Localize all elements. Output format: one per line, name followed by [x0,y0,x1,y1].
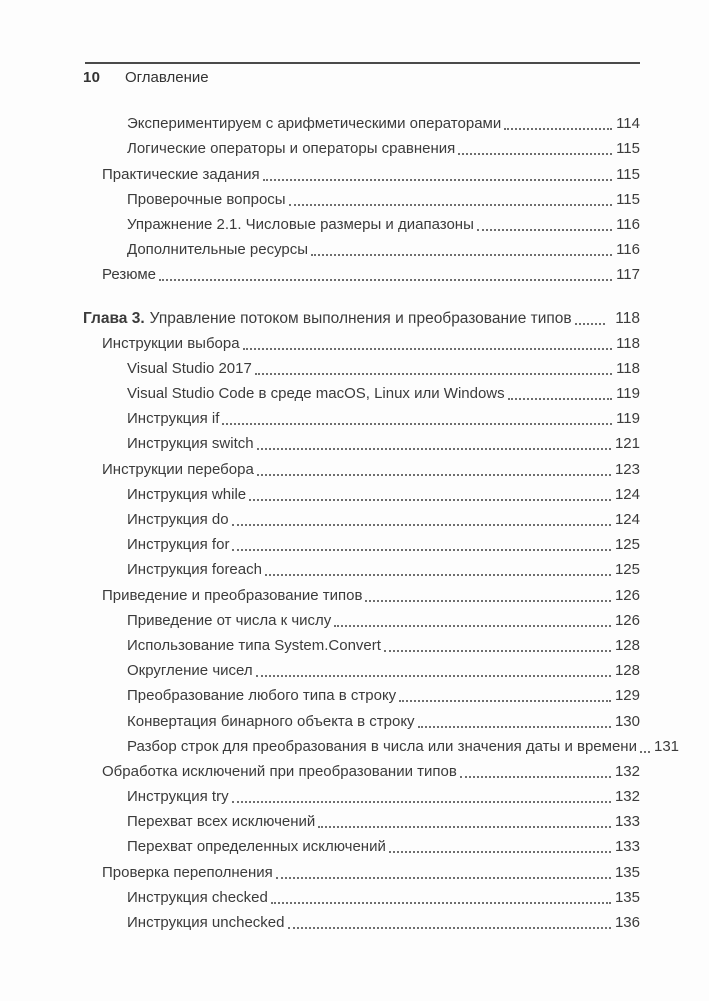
toc-leader-dots [508,398,612,400]
toc-entry-page: 118 [615,309,640,327]
toc-leader-dots [276,877,611,879]
toc-entry-label: Инструкция switch [127,435,254,453]
toc-entry-label: Проверочные вопросы [127,190,286,208]
page-number: 10 [83,69,101,86]
toc-entry-label: Инструкция foreach [127,561,262,579]
toc-entry-page: 131 [653,737,680,755]
toc-leader-dots [334,625,611,627]
toc-entry [127,210,640,235]
toc-entry-label: Логические операторы и операторы сравнения [127,140,456,158]
toc-entry-page: 119 [616,385,640,403]
toc-leader-dots [232,801,611,803]
toc-entry [127,656,640,681]
toc-leader-dots [289,204,612,206]
toc-leader-dots [575,323,606,325]
toc-entry-page: 128 [614,636,640,654]
toc-leader-dots [249,499,611,501]
toc-entry-label: Упражнение 2.1. Числовые размеры и диапазоны [127,215,474,233]
toc-entry-page: 115 [616,165,640,183]
toc-entry-label: Инструкция if [127,410,220,428]
toc-entry-page: 133 [614,838,640,856]
toc-entry-label: Разбор строк для преобразования в числа или значения даты и времени [127,737,637,755]
toc-entry-label: Округление чисел [127,662,253,680]
toc-leader-dots [255,373,612,375]
toc-entry-label: Проверка переполнения [102,863,273,881]
toc-entry-chapter-prefix: Глава 3. [83,309,145,327]
toc-entry [127,807,640,832]
toc-entry-page: 132 [614,762,640,780]
toc-entry [127,883,640,908]
toc-entry-page: 118 [616,359,640,377]
toc-entry [127,832,640,857]
header-rule [85,62,640,64]
toc-entry [127,185,640,210]
toc-entry [127,555,640,580]
toc-entry-label: Экспериментируем с арифметическими операторами [127,115,502,133]
toc-entry-page: 123 [614,460,640,478]
toc-entry-label: Инструкции перебора [102,460,254,478]
toc-entry-page: 124 [614,511,640,528]
toc-entry [127,354,640,379]
toc-leader-dots [504,128,612,130]
toc-leader-dots [365,600,611,602]
toc-entry [102,857,640,882]
toc-entry-label: Инструкция do [127,511,229,528]
toc-entry-page: 115 [616,140,640,158]
toc-entry-page: 129 [614,687,640,705]
toc-leader-dots [159,279,612,281]
toc-entry-label: Перехват определенных исключений [127,838,386,856]
running-head-title: Оглавление [125,69,209,86]
toc-list [0,109,709,933]
toc-leader-dots [389,851,611,853]
toc-entry-page: 121 [614,435,640,453]
toc-entry [127,505,640,530]
toc-leader-dots [399,700,611,702]
toc-entry-page: 114 [616,115,640,133]
toc-leader-dots [265,574,611,576]
toc-entry-page: 133 [614,813,640,831]
toc-entry-label: Visual Studio Code в среде macOS, Linux или Windows [127,385,505,403]
toc-entry [102,580,640,605]
toc-entry [102,159,640,184]
toc-entry-label: Приведение и преобразование типов [102,586,363,604]
toc-leader-dots [384,650,611,652]
toc-entry [127,681,640,706]
toc-entry-page: 117 [616,266,640,284]
toc-entry [127,606,640,631]
toc-entry-label: Дополнительные ресурсы [127,241,309,259]
toc-entry-page: 135 [614,888,640,906]
toc-leader-dots [243,348,613,350]
toc-entry-label: Использование типа System.Convert [127,636,381,654]
toc-entry-label: Преобразование любого типа в строку [127,687,397,705]
toc-entry [83,303,640,328]
toc-entry [127,732,680,757]
toc-entry [102,260,640,285]
toc-entry-page: 125 [614,536,640,554]
toc-entry-label: Visual Studio 2017 [127,359,252,377]
toc-leader-dots [311,254,612,256]
toc-leader-dots [418,726,611,728]
toc-leader-dots [232,549,611,551]
toc-leader-dots [288,927,611,929]
toc-entry [127,109,640,134]
toc-entry-label: Практические задания [102,165,260,183]
toc-entry [102,757,640,782]
toc-entry [102,454,640,479]
toc-leader-dots [257,474,611,476]
toc-leader-dots [477,229,612,231]
toc-entry [127,379,640,404]
toc-entry-page: 135 [614,863,640,881]
toc-entry [127,908,640,933]
toc-entry-page: 128 [614,662,640,680]
toc-leader-dots [263,179,612,181]
toc-entry-page: 136 [614,914,640,931]
toc-leader-dots [256,675,611,677]
toc-entry [127,429,640,454]
toc-entry-label: Инструкция while [127,485,247,503]
toc-entry-page: 130 [614,712,640,730]
toc-entry-label: Перехват всех исключений [127,813,316,831]
toc-entry [127,782,640,807]
toc-entry-page: 116 [616,241,640,259]
toc-entry [127,480,640,505]
toc-entry-page: 126 [614,586,640,604]
toc-entry [127,706,640,731]
toc-entry-page: 115 [616,190,640,208]
toc-leader-dots [318,826,611,828]
toc-entry-label: Управление потоком выполнения и преобразование типов [149,309,572,327]
toc-entry-page: 125 [614,561,640,579]
toc-entry-label: Резюме [102,266,156,284]
toc-leader-dots [458,153,612,155]
toc-entry-label: Инструкция try [127,788,229,806]
toc-entry-label: Инструкции выбора [102,334,240,352]
toc-leader-dots [257,448,611,450]
toc-entry-page: 118 [616,334,640,352]
toc-entry-label: Инструкция unchecked [127,914,285,931]
toc-leader-dots [232,524,611,526]
toc-entry-page: 116 [616,215,640,233]
toc-entry-label: Инструкция checked [127,888,268,906]
toc-entry-label: Приведение от числа к числу [127,611,332,629]
toc-leader-dots [460,776,611,778]
toc-entry-page: 124 [614,485,640,503]
toc-entry-page: 119 [616,410,640,428]
toc-entry [127,134,640,159]
toc-entry-page: 132 [614,788,640,806]
toc-entry [127,404,640,429]
running-head [83,69,209,87]
toc-leader-dots [222,423,612,425]
toc-entry [127,530,640,555]
toc-leader-dots [640,751,650,753]
toc-entry-label: Инструкция for [127,536,230,554]
toc-entry [127,235,640,260]
toc-leader-dots [271,902,611,904]
toc-entry-label: Обработка исключений при преобразовании типов [102,762,457,780]
toc-entry [102,329,640,354]
toc-entry-page: 126 [614,611,640,629]
toc-entry-label: Конвертация бинарного объекта в строку [127,712,415,730]
toc-entry [127,631,640,656]
